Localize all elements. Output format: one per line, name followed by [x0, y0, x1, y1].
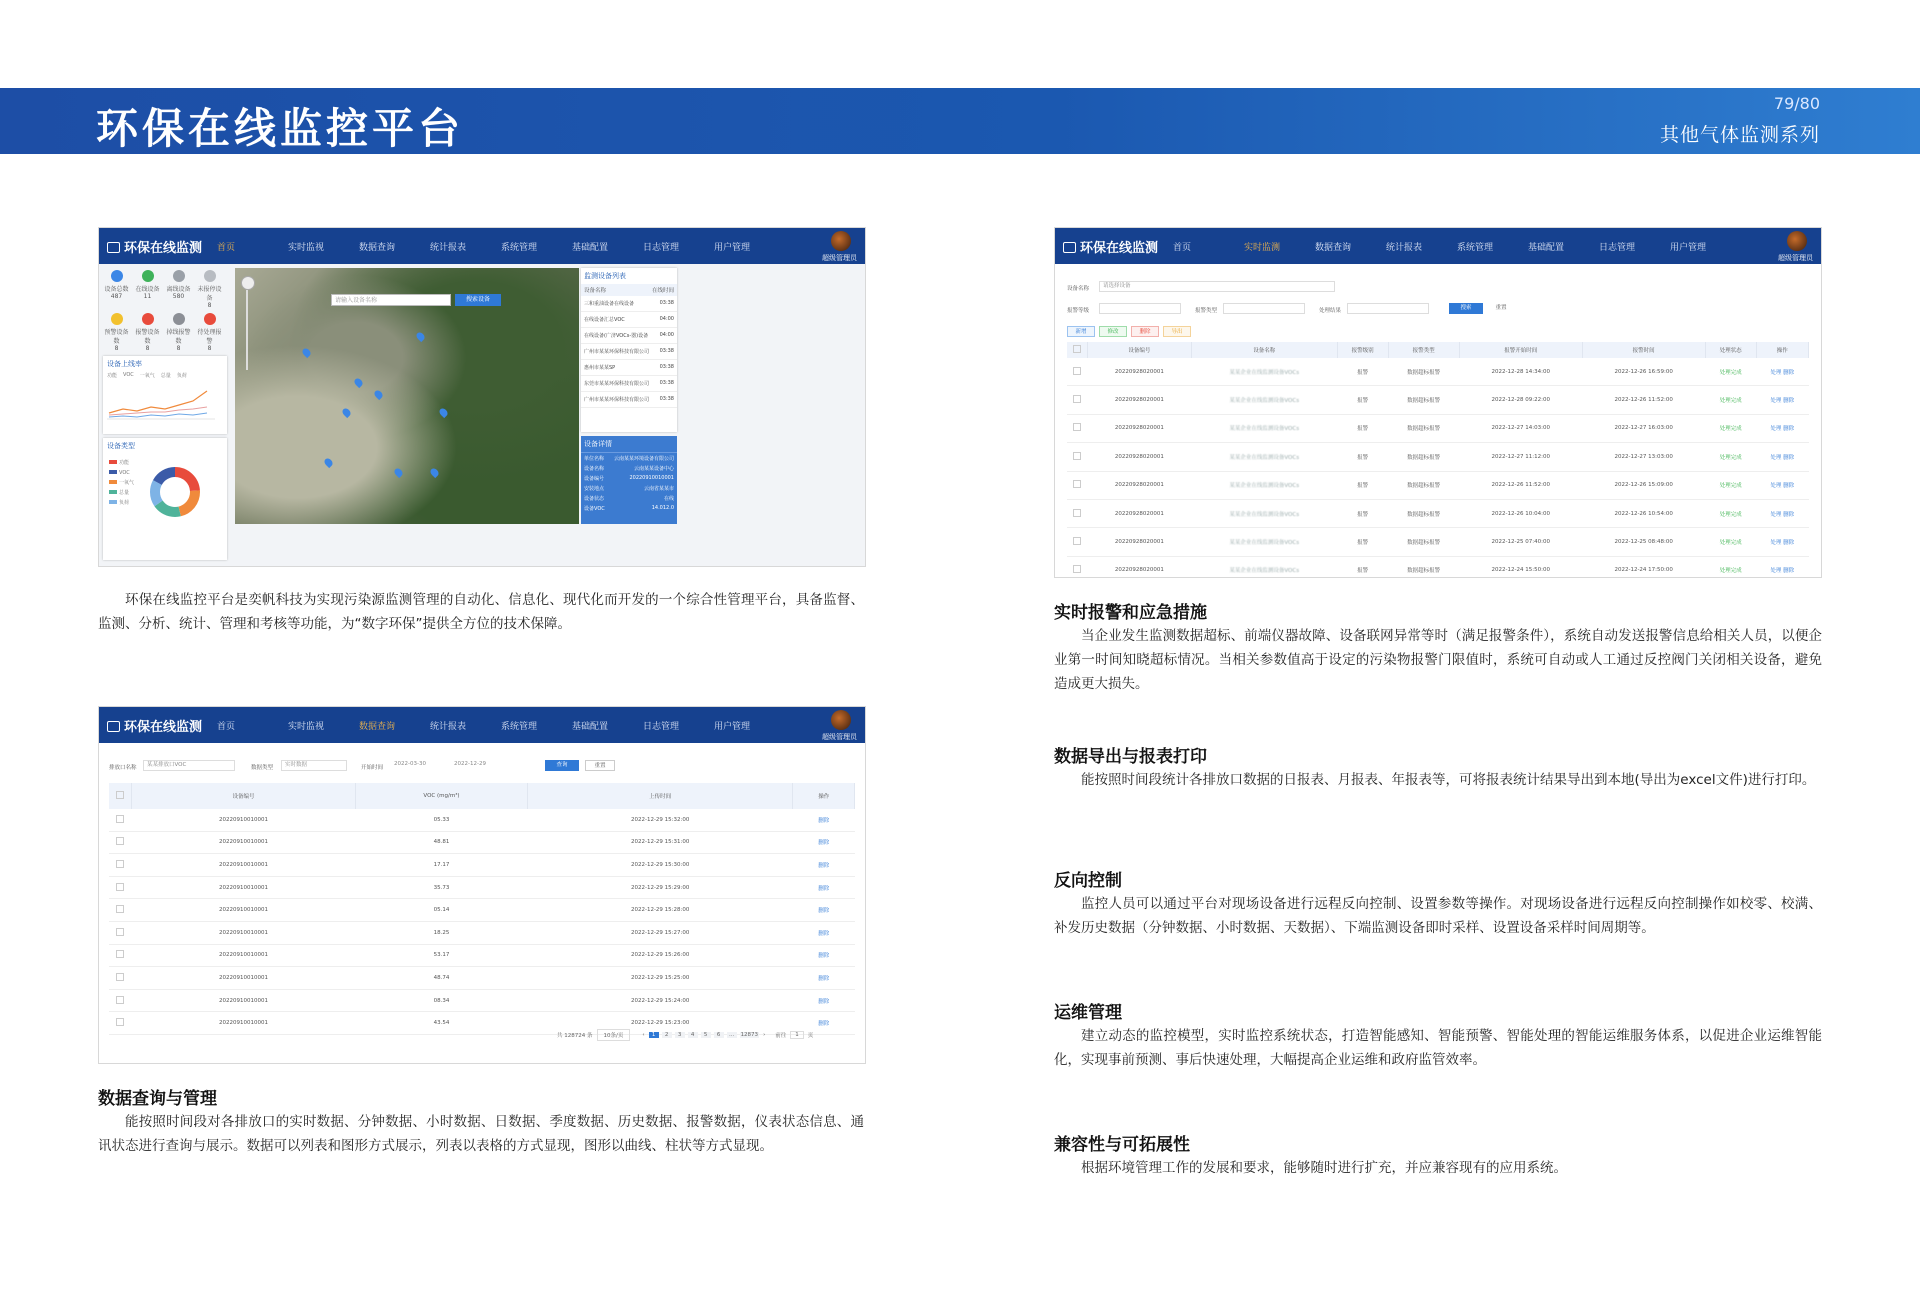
page-button[interactable]: ...	[727, 1032, 737, 1038]
row-checkbox[interactable]	[1073, 452, 1081, 460]
satellite-map[interactable]	[235, 268, 579, 524]
table-row[interactable]: 20220910010001 48.74 2022-12-29 15:25:00 删除	[109, 967, 855, 990]
table-row[interactable]: 20220910010001 08.34 2022-12-29 15:24:00 删除	[109, 989, 855, 1012]
avatar[interactable]	[1787, 231, 1807, 251]
nav-item[interactable]: 日志管理	[643, 243, 680, 253]
delete-link[interactable]: 删除	[793, 899, 855, 922]
status-badge: 处理完成	[1705, 556, 1756, 578]
app-logo: 环保在线监测	[107, 237, 202, 256]
row-checkbox[interactable]	[1073, 565, 1081, 573]
table-row[interactable]: 20220928020001 某某企业在线监测设备VOCs 报警 数据超标报警 2022-12-28 14:34:00 2022-12-26 16:59:00 处理完成 处理 删除	[1067, 358, 1809, 386]
page-button[interactable]: 2	[662, 1032, 672, 1038]
row-actions[interactable]: 处理 删除	[1756, 556, 1808, 578]
delete-button[interactable]: 删除	[1131, 326, 1159, 337]
row-checkbox[interactable]	[116, 905, 124, 913]
outlet-select[interactable]: 某某排放口VOC	[143, 760, 235, 771]
kpi-offline: 离线设备 580	[165, 270, 192, 309]
row-checkbox[interactable]	[1073, 395, 1081, 403]
table-row[interactable]: 20220928020001 某某企业在线监测设备VOCs 报警 数据超标报警 2022-12-24 15:50:00 2022-12-24 17:50:00 处理完成 处理 删除	[1067, 556, 1809, 578]
row-checkbox[interactable]	[116, 973, 124, 981]
map-pin[interactable]	[415, 331, 426, 342]
map-pin[interactable]	[393, 467, 404, 478]
page-button[interactable]: 6	[714, 1032, 724, 1038]
status-badge: 处理完成	[1705, 414, 1756, 442]
monitor-icon	[107, 242, 120, 253]
device-list-panel: 监测设备列表 设备名称 在线时间 三和重油设备在线设备 03:38 在线设备汇总VOC 04:00 在线设备(广济VOCs-器)设备 04:00 广州市某某环保科技有限公司 03:38 惠州市某某SP 03:38 东莞市某某环保科技有限公司 03:38 广州市某某环保科技有限公司 03:38	[581, 268, 677, 432]
map-search-button[interactable]: 搜索设备	[455, 294, 501, 306]
main-nav	[217, 240, 785, 253]
page-banner	[0, 88, 1920, 154]
map-pin[interactable]	[373, 389, 384, 400]
nav-item-home[interactable]: 首页	[217, 243, 236, 253]
list-item[interactable]: 广州市某某环保科技有限公司 03:38	[581, 392, 677, 408]
list-item[interactable]: 三和重油设备在线设备 03:38	[581, 296, 677, 312]
row-checkbox[interactable]	[116, 837, 124, 845]
pagination: 共 128724 条 10条/页 ‹ 1 2 3 4 5 6 ... 12873 › 前往 1 页	[557, 1029, 813, 1041]
table-row[interactable]: 20220910010001 48.81 2022-12-29 15:31:00 删除	[109, 831, 855, 854]
app-logo: 环保在线监测	[107, 716, 202, 735]
avatar[interactable]	[831, 710, 851, 730]
nav-item[interactable]: 基础配置	[1528, 243, 1565, 253]
delete-link[interactable]: 删除	[793, 967, 855, 990]
nav-item-realtime[interactable]: 实时监测	[1244, 243, 1281, 253]
page-button[interactable]: 5	[701, 1032, 711, 1038]
data-query-screenshot: 环保在线监测 首页 实时监视 数据查询 统计报表 系统管理 基础配置 日志管理 用户管理 超级管理员 排放口名称 某某排放口VOC 数据类型 实时数据 开始时间 2022-03-30 2022-12-29 查询 重置 设备编号 VOC (mg/m³) 上传时间 操作 20220910010001 05.33 2022-12-29 15:32:00 删除 20220910010001 48.81 2022-12-29 15:31:00 删除 20220910010001 17.17 2022-12-29 15:30:00 删除 20220910010001 35.73 2022-12-29 15:29:00 删除 20220910010001 05.14 2022-12-29 15:28:00 删除 20220910010001 18.25 2022-12-29 15:27:00 删除 20220910010001 53.17 2022-12-29 15:26:00 删除 20220910010001 48.74 2022-12-29 15:25:00 删除 20220910010001 08.34 2022-12-29 15:24:00 删除 20220910010001 43.54 2022-12-29 15:23:00 删除 共 128724 条 10条/页 ‹ 1 2 3 4 5 6 ... 12873 › 前往 1 页	[98, 706, 866, 1064]
nav-item[interactable]: 数据查询	[359, 243, 396, 253]
delete-link[interactable]: 删除	[793, 1012, 855, 1035]
query-button[interactable]: 查询	[545, 760, 579, 771]
list-item[interactable]: 惠州市某某SP 03:38	[581, 360, 677, 376]
next-page-icon[interactable]: ›	[763, 1032, 766, 1038]
map-pin[interactable]	[429, 467, 440, 478]
row-checkbox[interactable]	[1073, 509, 1081, 517]
kpi-pending: 待处理报警 8	[196, 313, 223, 352]
app-navbar	[99, 707, 865, 743]
kpi-drop: 掉线报警数 8	[165, 313, 192, 352]
table-row[interactable]: 20220910010001 17.17 2022-12-29 15:30:00 删除	[109, 854, 855, 877]
nav-item[interactable]: 统计报表	[430, 722, 467, 732]
table-row[interactable]: 20220910010001 05.14 2022-12-29 15:28:00 删除	[109, 899, 855, 922]
row-checkbox[interactable]	[1073, 480, 1081, 488]
nav-item[interactable]: 用户管理	[714, 243, 751, 253]
nav-item[interactable]: 基础配置	[572, 243, 609, 253]
pie-panel: 设备类型 功能 VOC 一氧气 总量 负荷	[103, 438, 227, 560]
row-actions[interactable]: 处理 删除	[1756, 386, 1808, 414]
donut-chart	[145, 462, 205, 522]
list-item[interactable]: 广州市某某环保科技有限公司 03:38	[581, 344, 677, 360]
delete-link[interactable]: 删除	[793, 854, 855, 877]
section-title: 运维管理	[1054, 1003, 1122, 1023]
user-name: 超级管理员	[822, 254, 857, 262]
section-text: 能按照时间段对各排放口的实时数据、分钟数据、小时数据、日数据、季度数据、历史数据、报警数据，仪表状态信息、通讯状态进行查询与展示。数据可以列表和图形方式展示，列表以表格的方式显现，图形以曲线、柱状等方式显现。	[98, 1114, 864, 1154]
delete-link[interactable]: 删除	[793, 876, 855, 899]
row-checkbox[interactable]	[116, 950, 124, 958]
page-button[interactable]: 3	[675, 1032, 685, 1038]
row-checkbox[interactable]	[116, 1018, 124, 1026]
table-row[interactable]: 20220910010001 18.25 2022-12-29 15:27:00 删除	[109, 921, 855, 944]
monitor-icon	[1063, 242, 1076, 253]
date-to-input[interactable]: 2022-12-29	[451, 760, 507, 771]
status-badge: 处理完成	[1705, 471, 1756, 499]
app-navbar	[1055, 228, 1821, 264]
row-actions[interactable]: 处理 删除	[1756, 499, 1808, 527]
nav-item[interactable]: 日志管理	[1599, 243, 1636, 253]
nav-item[interactable]: 统计报表	[1386, 243, 1423, 253]
nav-item-home[interactable]: 首页	[217, 722, 236, 732]
nav-item[interactable]: 系统管理	[501, 243, 538, 253]
delete-link[interactable]: 删除	[793, 989, 855, 1012]
map-pin[interactable]	[323, 457, 334, 468]
kpi-panel	[103, 270, 225, 356]
user-name: 超级管理员	[822, 733, 857, 741]
trend-panel: 设备上线率 功能 VOC 一氧气 总量 负荷	[103, 356, 227, 434]
row-checkbox[interactable]	[116, 928, 124, 936]
reset-button[interactable]: 重置	[585, 760, 615, 771]
app-logo: 环保在线监测	[1063, 237, 1158, 256]
section-text: 监控人员可以通过平台对现场设备进行远程反向控制、设置参数等操作。对现场设备进行远程反向控制操作如校零、校满、补发历史数据（分钟数据、小时数据、天数据）、下端监测设备即时采样、设置设备采样时间周期等。	[1054, 896, 1822, 936]
table-row[interactable]: 20220910010001 43.54 2022-12-29 15:23:00 删除	[109, 1012, 855, 1035]
delete-link[interactable]: 删除	[793, 944, 855, 967]
status-badge: 处理完成	[1705, 358, 1756, 386]
device-info-panel: 设备详情 单位名称 云南某某环境设备有限公司 设备名称 云南某某设备中心 设备编号 20220910010001 安装地点 云南省某某市 设备状态 在线 设备VOC 14.012.0	[581, 436, 677, 524]
nav-item-home[interactable]: 首页	[1173, 243, 1192, 253]
map-pin[interactable]	[353, 377, 364, 388]
page-number: 79/80	[1773, 94, 1820, 113]
map-pin[interactable]	[341, 407, 352, 418]
add-button[interactable]: 新增	[1067, 326, 1095, 337]
status-badge: 处理完成	[1705, 443, 1756, 471]
kpi-warning: 预警设备数 8	[103, 313, 130, 352]
data-type-select[interactable]: 实时数据	[281, 760, 347, 771]
nav-item[interactable]: 统计报表	[430, 243, 467, 253]
delete-link[interactable]: 删除	[793, 921, 855, 944]
intro-paragraph: 环保在线监控平台是奕帆科技为实现污染源监测管理的自动化、信息化、现代化而开发的一个综合性管理平台，具备监督、监测、分析、统计、管理和考核等功能，为“数字环保”提供全方位的技术保障。	[98, 592, 864, 632]
select-all-checkbox[interactable]	[116, 791, 124, 799]
table-row[interactable]: 20220910010001 35.73 2022-12-29 15:29:00 删除	[109, 876, 855, 899]
map-pin[interactable]	[438, 407, 449, 418]
row-checkbox[interactable]	[1073, 537, 1081, 545]
reset-button[interactable]: 重置	[1495, 305, 1507, 311]
table-row[interactable]: 20220928020001 某某企业在线监测设备VOCs 报警 数据超标报警 2022-12-26 10:04:00 2022-12-26 10:54:00 处理完成 处理 删除	[1067, 499, 1809, 527]
delete-link[interactable]: 删除	[793, 809, 855, 831]
edit-button[interactable]: 修改	[1099, 326, 1127, 337]
table-row[interactable]: 20220928020001 某某企业在线监测设备VOCs 报警 数据超标报警 2022-12-26 11:52:00 2022-12-26 15:09:00 处理完成 处理 删除	[1067, 471, 1809, 499]
kpi-total: 设备总数 487	[103, 270, 130, 309]
section-title: 反向控制	[1054, 871, 1122, 891]
section-title: 数据导出与报表打印	[1054, 747, 1207, 767]
avatar[interactable]	[831, 231, 851, 251]
row-actions[interactable]: 处理 删除	[1756, 414, 1808, 442]
user-name: 超级管理员	[1778, 254, 1813, 262]
delete-link[interactable]: 删除	[793, 831, 855, 854]
list-item[interactable]: 在线设备(广济VOCs-器)设备 04:00	[581, 328, 677, 344]
row-checkbox[interactable]	[1073, 423, 1081, 431]
status-select[interactable]	[1347, 303, 1429, 314]
row-checkbox[interactable]	[116, 996, 124, 1004]
table-row[interactable]: 20220910010001 53.17 2022-12-29 15:26:00 删除	[109, 944, 855, 967]
dashboard-screenshot	[98, 227, 866, 567]
section-title: 数据查询与管理	[98, 1089, 217, 1109]
select-all-checkbox[interactable]	[1073, 345, 1081, 353]
section-text: 能按照时间段统计各排放口数据的日报表、月报表、年报表等，可将报表统计结果导出到本地(导出为excel文件)进行打印。	[1081, 772, 1816, 788]
list-item[interactable]: 在线设备汇总VOC 04:00	[581, 312, 677, 328]
main-nav	[217, 719, 785, 732]
page-size-select[interactable]: 10条/页	[597, 1029, 631, 1041]
table-row[interactable]: 20220928020001 某某企业在线监测设备VOCs 报警 数据超标报警 2022-12-28 09:22:00 2022-12-26 11:52:00 处理完成 处理 删除	[1067, 386, 1809, 414]
row-checkbox[interactable]	[116, 860, 124, 868]
row-checkbox[interactable]	[116, 815, 124, 823]
section-title: 实时报警和应急措施	[1054, 603, 1207, 623]
page-title: 环保在线监控平台	[96, 104, 465, 153]
nav-item[interactable]: 实时监视	[288, 722, 325, 732]
page-button[interactable]: 12873	[740, 1032, 759, 1038]
row-actions[interactable]: 处理 删除	[1756, 358, 1808, 386]
row-actions[interactable]: 处理 删除	[1756, 471, 1808, 499]
query-table: 设备编号 VOC (mg/m³) 上传时间 操作 20220910010001 05.33 2022-12-29 15:32:00 删除 20220910010001 48.81 2022-12-29 15:31:00 删除 20220910010001 17.17 2022-12-29 15:30:00 删除 20220910010001 35.73 2022-12-29 15:29:00 删除 20220910010001 05.14 2022-12-29 15:28:00 删除 20220910010001 18.25 2022-12-29 15:27:00 删除 20220910010001 53.17 2022-12-29 15:26:00 删除 20220910010001 48.74 2022-12-29 15:25:00 删除 20220910010001 08.34 2022-12-29 15:24:00 删除 20220910010001 43.54 2022-12-29 15:23:00 删除	[109, 783, 855, 1035]
alarm-type-select[interactable]	[1223, 303, 1305, 314]
alarm-level-select[interactable]	[1099, 303, 1181, 314]
nav-item[interactable]: 系统管理	[1457, 243, 1494, 253]
status-badge: 处理完成	[1705, 528, 1756, 556]
export-button[interactable]: 导出	[1163, 326, 1191, 337]
alarm-screenshot: 环保在线监测 首页 实时监测 数据查询 统计报表 系统管理 基础配置 日志管理 用户管理 超级管理员 设备名称 请选择设备 报警等级 报警类型 处理结果 搜索 重置 新增 修改 删除 导出 设备编号 设备名称 报警级别 报警类型 报警开始时间 报警时间 处理状态 操作 20220928020001 某某企业在线监测设备VOCs 报警 数据超标报警 2022-12-28 14:34:00 2022-12-26 16:59:00 处理完成 处理 删除 20220928020001 某某企业在线监测设备VOCs 报警 数据超标报警 2022-12-28 09:22:00 2022-12-26 11:52:00 处理完成 处理 删除 20220928020001 某某企业在线监测设备VOCs 报警 数据超标报警 2022-12-27 14:03:00 2022-12-27 16:03:00 处理完成 处理 删除 20220928020001 某某企业在线监测设备VOCs 报警 数据超标报警 2022-12-27 11:12:00 2022-12-27 13:03:00 处理完成 处理 删除 20220928020001 某某企业在线监测设备VOCs 报警 数据超标报警 2022-12-26 11:52:00 2022-12-26 15:09:00 处理完成 处理 删除 20220928020001 某某企业在线监测设备VOCs 报警 数据超标报警 2022-12-26 10:04:00 2022-12-26 10:54:00 处理完成 处理 删除 20220928020001 某某企业在线监测设备VOCs 报警 数据超标报警 2022-12-25 07:40:00 2022-12-25 08:48:00 处理完成 处理 删除 20220928020001 某某企业在线监测设备VOCs 报警 数据超标报警 2022-12-24 15:50:00 2022-12-24 17:50:00 处理完成 处理 删除	[1054, 227, 1822, 578]
alarm-table: 设备编号 设备名称 报警级别 报警类型 报警开始时间 报警时间 处理状态 操作 20220928020001 某某企业在线监测设备VOCs 报警 数据超标报警 2022-12-28 14:34:00 2022-12-26 16:59:00 处理完成 处理 删除 20220928020001 某某企业在线监测设备VOCs 报警 数据超标报警 2022-12-28 09:22:00 2022-12-26 11:52:00 处理完成 处理 删除 20220928020001 某某企业在线监测设备VOCs 报警 数据超标报警 2022-12-27 14:03:00 2022-12-27 16:03:00 处理完成 处理 删除 20220928020001 某某企业在线监测设备VOCs 报警 数据超标报警 2022-12-27 11:12:00 2022-12-27 13:03:00 处理完成 处理 删除 20220928020001 某某企业在线监测设备VOCs 报警 数据超标报警 2022-12-26 11:52:00 2022-12-26 15:09:00 处理完成 处理 删除 20220928020001 某某企业在线监测设备VOCs 报警 数据超标报警 2022-12-26 10:04:00 2022-12-26 10:54:00 处理完成 处理 删除 20220928020001 某某企业在线监测设备VOCs 报警 数据超标报警 2022-12-25 07:40:00 2022-12-25 08:48:00 处理完成 处理 删除 20220928020001 某某企业在线监测设备VOCs 报警 数据超标报警 2022-12-24 15:50:00 2022-12-24 17:50:00 处理完成 处理 删除	[1067, 342, 1809, 578]
device-select[interactable]: 请选择设备	[1099, 281, 1335, 292]
goto-page-input[interactable]: 1	[790, 1031, 804, 1039]
nav-item[interactable]: 基础配置	[572, 722, 609, 732]
table-row[interactable]: 20220928020001 某某企业在线监测设备VOCs 报警 数据超标报警 2022-12-27 11:12:00 2022-12-27 13:03:00 处理完成 处理 删除	[1067, 443, 1809, 471]
nav-item[interactable]: 系统管理	[501, 722, 538, 732]
list-item[interactable]: 东莞市某某环保科技有限公司 03:38	[581, 376, 677, 392]
section-text: 当企业发生监测数据超标、前端仪器故障、设备联网异常等时（满足报警条件），系统自动发送报警信息给相关人员，以便企业第一时间知晓超标情况。当相关参数值高于设定的污染物报警门限值时，系统可自动或人工通过反控阀门关闭相关设备，避免造成更大损失。	[1054, 628, 1822, 692]
main-nav	[1173, 240, 1741, 253]
date-from-input[interactable]: 2022-03-30	[391, 760, 447, 771]
nav-item-query[interactable]: 数据查询	[359, 722, 396, 732]
section-title: 兼容性与可拓展性	[1054, 1135, 1190, 1155]
kpi-stopped: 未报停设备 8	[196, 270, 223, 309]
map-search-input[interactable]: 请输入设备名称	[331, 294, 451, 306]
status-badge: 处理完成	[1705, 499, 1756, 527]
row-actions[interactable]: 处理 删除	[1756, 528, 1808, 556]
kpi-alarm: 报警设备数 8	[134, 313, 161, 352]
nav-item[interactable]: 日志管理	[643, 722, 680, 732]
nav-item[interactable]: 用户管理	[714, 722, 751, 732]
section-text: 建立动态的监控模型，实时监控系统状态，打造智能感知、智能预警、智能处理的智能运维服务体系，以促进企业运维智能化，实现事前预测、事后快速处理，大幅提高企业运维和政府监管效率。	[1054, 1028, 1822, 1068]
page-button[interactable]: 1	[649, 1032, 659, 1038]
status-badge: 处理完成	[1705, 386, 1756, 414]
nav-item[interactable]: 数据查询	[1315, 243, 1352, 253]
table-row[interactable]: 20220928020001 某某企业在线监测设备VOCs 报警 数据超标报警 2022-12-27 14:03:00 2022-12-27 16:03:00 处理完成 处理 删除	[1067, 414, 1809, 442]
table-row[interactable]: 20220928020001 某某企业在线监测设备VOCs 报警 数据超标报警 2022-12-25 07:40:00 2022-12-25 08:48:00 处理完成 处理 删除	[1067, 528, 1809, 556]
nav-item[interactable]: 实时监视	[288, 243, 325, 253]
nav-item[interactable]: 用户管理	[1670, 243, 1707, 253]
row-checkbox[interactable]	[1073, 367, 1081, 375]
row-checkbox[interactable]	[116, 883, 124, 891]
section-text: 根据环境管理工作的发展和要求，能够随时进行扩充，并应兼容现有的应用系统。	[1081, 1160, 1567, 1176]
table-row[interactable]: 20220910010001 05.33 2022-12-29 15:32:00 删除	[109, 809, 855, 831]
kpi-online: 在线设备 11	[134, 270, 161, 309]
page-button[interactable]: 4	[688, 1032, 698, 1038]
series-name: 其他气体监测系列	[1659, 124, 1820, 146]
trend-chart	[103, 379, 223, 423]
zoom-control[interactable]	[241, 276, 255, 290]
search-button[interactable]: 搜索	[1449, 303, 1483, 314]
prev-page-icon[interactable]: ‹	[642, 1032, 645, 1038]
monitor-icon	[107, 721, 120, 732]
map-pin[interactable]	[301, 347, 312, 358]
app-navbar	[99, 228, 865, 264]
row-actions[interactable]: 处理 删除	[1756, 443, 1808, 471]
